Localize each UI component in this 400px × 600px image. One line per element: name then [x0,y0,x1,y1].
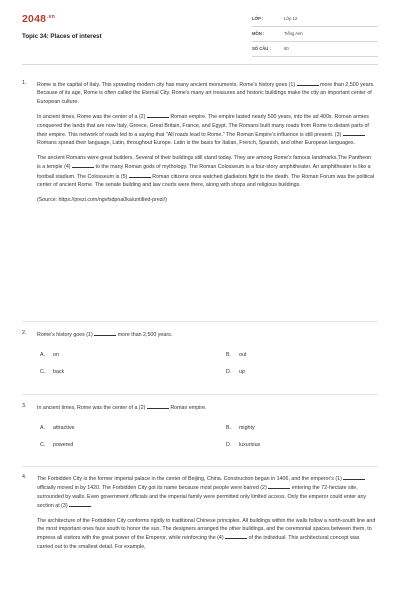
stem-part: Rome's history goes (1) [37,332,93,338]
option-letter: A. [40,425,46,431]
meta-info-table [252,14,378,59]
page-header [0,0,400,70]
answer-blank [94,330,116,336]
passage-text: Rome is the capital of Italy. This sprawling modern city has many ancient monuments. Rome's history goes (1) [37,82,296,88]
meta-row-class [252,14,378,27]
option-text: on [53,352,59,358]
passage-text: more than 2,500 years. Because of its age, Rome is often called the Eternal City. Rome's many art treasures and historic buildings make the city an important center of European culture. [37,82,375,105]
option-text: mighty [239,425,255,431]
meta-value: Lớp 12 [284,16,298,21]
passage-text: . [91,502,93,509]
option-letter: D. [226,442,232,448]
question-number: 4. [22,474,27,480]
passage-text: The architecture of the Forbidden City conforms rigidly to traditional Chinese principles. All buildings within the walls follow a north-south line and the most important ones face south to honor the sun. The designers arranged the other buildings, and the ceremonial spaces between them, to impress all visitors with the great power of the Emperor, while reinforcing the (4) [37,517,376,542]
question-separator [22,394,378,395]
option-letter: C. [40,442,46,448]
passage-text: Romans spread their language, Latin, throughout Europe. Latin is the basis for Italian, French, Spanish, and other European languages. [37,140,356,147]
question-number: 3. [22,403,27,409]
passage-paragraph [37,154,376,189]
passage-paragraph [37,517,376,551]
meta-row-question-count [252,44,378,57]
passage-text: entering the 72-hectare site, surrounded by walls. Even government officials and the imperial family were permitted only limited access. Only the emperor could enter any section at (3) [37,485,367,509]
option-letter: D. [226,369,232,375]
answer-blank [343,474,365,480]
option-b[interactable] [226,352,246,358]
answer-blank [129,172,151,178]
passage-text: The Forbidden City is the former imperial palace in the center of Beijing, China. Construction began in 1406, and the emperor's (1) [37,476,342,482]
options-row [37,425,376,442]
stem-part: In ancient times, Rome was the center of a (2) [37,405,146,411]
answer-blank [297,80,319,86]
option-c[interactable] [40,369,64,375]
option-letter: B. [226,425,232,431]
meta-label: SỐ CÂU : [252,46,271,51]
passage-paragraph [37,474,376,510]
passage-text: Roman citizens once watched gladiators fight to the death. The Roman Forum was the political center of ancient Rome. The senate building and law courts were there, along with shops and religious buildings. [37,173,375,188]
topic-title: Topic 34: Places of interest [22,33,102,40]
answer-blank [343,130,365,136]
answer-blank [225,533,247,539]
option-text: out [239,352,247,358]
stem-part: Roman empire. [170,405,207,411]
question-number: 1. [22,80,27,86]
passage-paragraph [37,112,376,147]
question-body [37,474,376,557]
option-letter: C. [40,369,46,375]
answer-blank [69,501,91,507]
stem-text [37,330,376,339]
stem-text [37,403,376,412]
option-text: up [239,369,245,375]
passage-text: Roman empire. The empire lasted nearly 500 years, into the ad 400s. Roman armies conquered the lands that are now Italy, Greece, Great Britain, France, and Egypt. The Romans built many roads from Rome to distant parts of their empire. This network of roads led to a saying that "All roads lead to Rome." The Roman Empire's influence is still present. (3) [37,114,369,138]
header-divider [22,64,378,65]
options-row [37,369,376,386]
option-letter: B. [226,352,232,358]
logo-suffix: .vn [47,13,55,20]
meta-value: 60 [284,46,289,51]
logo-main: 2048 [22,13,47,25]
passage-text: of the individual. This architectural concept was carried out to the smallest detail. For example, [37,535,360,550]
question-separator [22,321,378,322]
options-row [37,442,376,459]
options-row [37,352,376,369]
stem-part: more than 2,500 years. [117,332,173,338]
question-number: 2. [22,330,27,336]
option-text: luxurious [239,442,261,448]
answer-blank [72,162,94,168]
option-b[interactable] [226,425,255,431]
meta-value: Tiếng Anh [284,31,303,36]
passage-source: (Source: https://prezi.com/ngvfsdpna0ka/untitled-prezi/) [37,196,167,203]
answer-blank [147,112,169,118]
question-separator [22,466,378,467]
meta-label: MÔN : [252,31,265,36]
answer-options [37,425,376,459]
option-d[interactable] [226,442,260,448]
option-letter: A. [40,352,46,358]
meta-label: LỚP : [252,16,264,21]
answer-options [37,352,376,386]
option-d[interactable] [226,369,245,375]
passage-text: The ancient Romans were great builders. Several of their buildings still stand today. They are among Rome's famous landmarks.The Pantheon is a temple (4) [37,155,372,171]
answer-blank [268,483,290,489]
passage-paragraph [37,80,376,106]
question-stem [37,403,376,412]
question-stem [37,330,376,339]
passage-text: to the many Roman gods of mythology. The Roman Colosseum is a four-story amphitheater. An amphitheater is like a football stadium. The Colosseum is (5) [37,164,371,180]
meta-row-subject [252,29,378,42]
option-text: powered [53,442,74,448]
option-text: back [53,369,65,375]
option-text: attractive [53,425,75,431]
passage-text: In ancient times, Rome was the center of a (2) [37,114,146,121]
option-a[interactable] [40,425,75,431]
option-a[interactable] [40,352,59,358]
answer-blank [147,403,169,409]
question-body [37,80,376,211]
option-c[interactable] [40,442,73,448]
passage-text: officially moved in by 1420. The Forbidden City got its name because most people were barred (2) [37,485,267,492]
site-logo[interactable] [22,13,55,25]
